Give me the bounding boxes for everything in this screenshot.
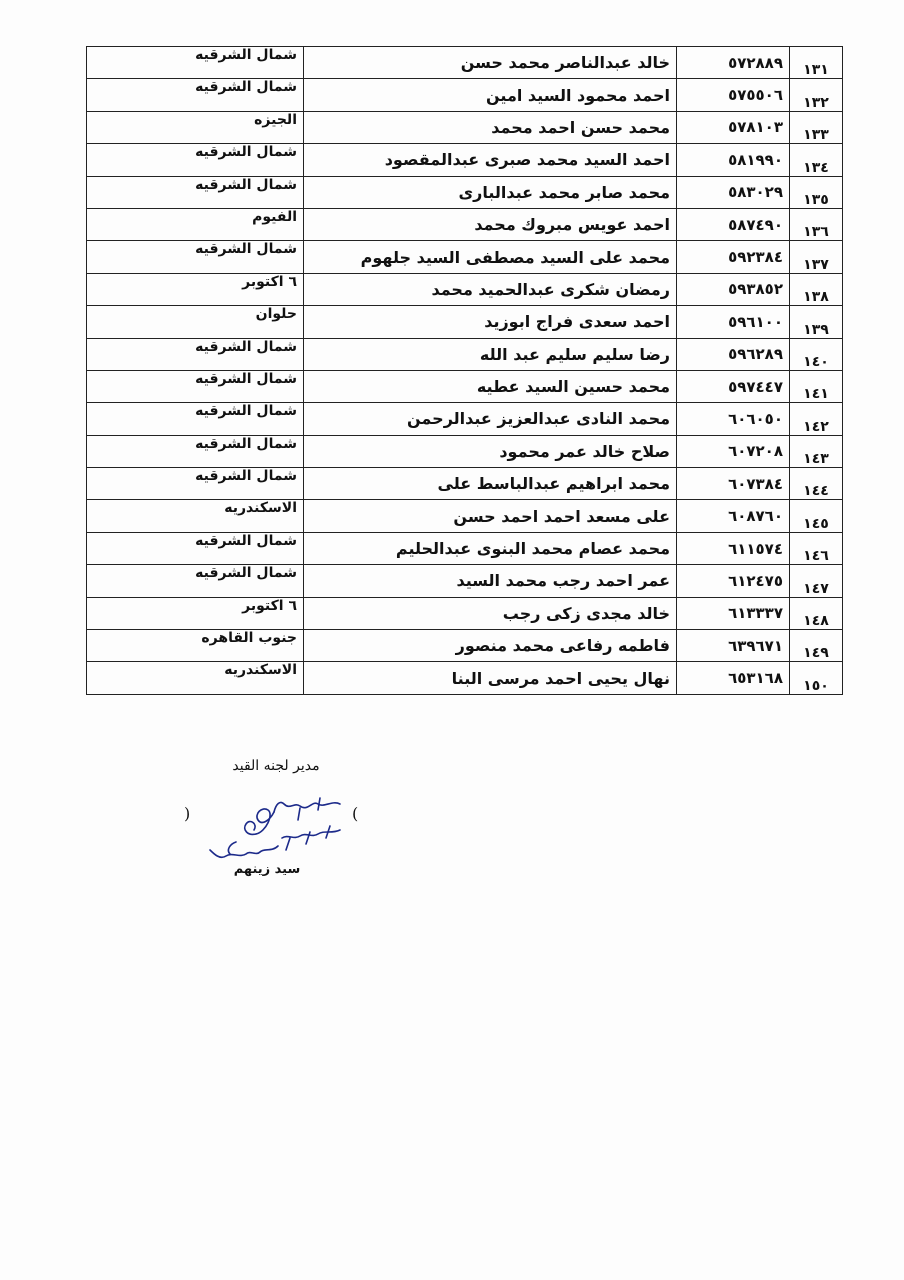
- registration-code: ٦٠٧٣٨٤: [677, 468, 790, 500]
- row-number: ١٤١: [790, 370, 843, 402]
- registration-code: ٥٧٢٨٨٩: [677, 47, 790, 79]
- row-number: ١٤٤: [790, 468, 843, 500]
- table-row: [87, 532, 843, 564]
- governorate: شمال الشرقيه: [87, 47, 304, 79]
- registration-code: ٥٩٢٣٨٤: [677, 241, 790, 273]
- member-name: محمد عصام محمد البنوى عبدالحليم: [304, 532, 677, 564]
- table-row: [87, 435, 843, 467]
- member-name: رضا سليم سليم عبد الله: [304, 338, 677, 370]
- registration-code: ٦٠٨٧٦٠: [677, 500, 790, 532]
- registration-code: ٥٩٣٨٥٢: [677, 273, 790, 305]
- governorate: الجيزه: [87, 111, 304, 143]
- governorate: شمال الشرقيه: [87, 176, 304, 208]
- signature-title: مدير لجنه القيد: [232, 758, 320, 774]
- table-row: [87, 370, 843, 402]
- registration-code: ٦١١٥٧٤: [677, 532, 790, 564]
- row-number: ١٤٥: [790, 500, 843, 532]
- member-name: محمد على السيد مصطفى السيد جلهوم: [304, 241, 677, 273]
- member-name: صلاح خالد عمر محمود: [304, 435, 677, 467]
- table-row: [87, 565, 843, 597]
- member-name: احمد محمود السيد امين: [304, 79, 677, 111]
- row-number: ١٤٠: [790, 338, 843, 370]
- member-name: على مسعد احمد احمد حسن: [304, 500, 677, 532]
- row-number: ١٤٩: [790, 630, 843, 662]
- registration-code: ٥٨٧٤٩٠: [677, 208, 790, 240]
- table-row: [87, 500, 843, 532]
- row-number: ١٣٣: [790, 111, 843, 143]
- table-row: [87, 597, 843, 629]
- row-number: ١٤٨: [790, 597, 843, 629]
- governorate: شمال الشرقيه: [87, 144, 304, 176]
- member-name: محمد حسن احمد محمد: [304, 111, 677, 143]
- governorate: شمال الشرقيه: [87, 435, 304, 467]
- registration-code: ٥٧٨١٠٣: [677, 111, 790, 143]
- governorate: شمال الشرقيه: [87, 338, 304, 370]
- governorate: ٦ اكتوبر: [87, 273, 304, 305]
- row-number: ١٤٦: [790, 532, 843, 564]
- member-name: خالد مجدى زكى رجب: [304, 597, 677, 629]
- table-row: [87, 79, 843, 111]
- roster-body: [87, 47, 843, 695]
- governorate: الاسكندريه: [87, 500, 304, 532]
- handwritten-signature: [200, 790, 370, 870]
- row-number: ١٤٧: [790, 565, 843, 597]
- governorate: الفيوم: [87, 208, 304, 240]
- row-number: ١٣٤: [790, 144, 843, 176]
- row-number: ١٣٥: [790, 176, 843, 208]
- governorate: شمال الشرقيه: [87, 241, 304, 273]
- member-name: احمد السيد محمد صبرى عبدالمقصود: [304, 144, 677, 176]
- registration-code: ٦٠٦٠٥٠: [677, 403, 790, 435]
- row-number: ١٤٣: [790, 435, 843, 467]
- member-name: احمد سعدى فراج ابوزيد: [304, 306, 677, 338]
- signature-paren-close: ): [184, 804, 191, 823]
- table-row: [87, 338, 843, 370]
- row-number: ١٣٨: [790, 273, 843, 305]
- governorate: شمال الشرقيه: [87, 370, 304, 402]
- registration-code: ٥٩٧٤٤٧: [677, 370, 790, 402]
- row-number: ١٣٧: [790, 241, 843, 273]
- table-row: [87, 662, 843, 694]
- roster-table: [86, 46, 843, 695]
- member-name: فاطمه رفاعى محمد منصور: [304, 630, 677, 662]
- row-number: ١٤٢: [790, 403, 843, 435]
- table-row: [87, 468, 843, 500]
- table-row: [87, 176, 843, 208]
- table-row: [87, 144, 843, 176]
- member-name: محمد حسين السيد عطيه: [304, 370, 677, 402]
- row-number: ١٣٩: [790, 306, 843, 338]
- table-row: [87, 208, 843, 240]
- row-number: ١٣١: [790, 47, 843, 79]
- signature-paren-open: (: [352, 804, 359, 823]
- member-name: محمد ابراهيم عبدالباسط على: [304, 468, 677, 500]
- registration-code: ٦١٢٤٧٥: [677, 565, 790, 597]
- member-name: محمد صابر محمد عبدالبارى: [304, 176, 677, 208]
- governorate: شمال الشرقيه: [87, 403, 304, 435]
- governorate: شمال الشرقيه: [87, 79, 304, 111]
- table-row: [87, 630, 843, 662]
- registration-code: ٥٩٦١٠٠: [677, 306, 790, 338]
- governorate: شمال الشرقيه: [87, 565, 304, 597]
- table-row: [87, 111, 843, 143]
- registration-code: ٥٨١٩٩٠: [677, 144, 790, 176]
- registration-code: ٥٨٣٠٢٩: [677, 176, 790, 208]
- table-row: [87, 47, 843, 79]
- member-name: خالد عبدالناصر محمد حسن: [304, 47, 677, 79]
- registration-code: ٥٩٦٢٨٩: [677, 338, 790, 370]
- governorate: شمال الشرقيه: [87, 468, 304, 500]
- row-number: ١٣٦: [790, 208, 843, 240]
- table-row: [87, 403, 843, 435]
- registration-code: ٦٥٣١٦٨: [677, 662, 790, 694]
- governorate: شمال الشرقيه: [87, 532, 304, 564]
- governorate: الاسكندريه: [87, 662, 304, 694]
- member-name: رمضان شكرى عبدالحميد محمد: [304, 273, 677, 305]
- table-row: [87, 241, 843, 273]
- registration-code: ٥٧٥٥٠٦: [677, 79, 790, 111]
- member-name: نهال يحيى احمد مرسى البنا: [304, 662, 677, 694]
- governorate: ٦ اكتوبر: [87, 597, 304, 629]
- table-row: [87, 306, 843, 338]
- governorate: جنوب القاهره: [87, 630, 304, 662]
- registration-code: ٦١٣٣٣٧: [677, 597, 790, 629]
- member-name: محمد النادى عبدالعزيز عبدالرحمن: [304, 403, 677, 435]
- governorate: حلوان: [87, 306, 304, 338]
- row-number: ١٥٠: [790, 662, 843, 694]
- member-name: عمر احمد رجب محمد السيد: [304, 565, 677, 597]
- row-number: ١٣٢: [790, 79, 843, 111]
- registration-code: ٦٠٧٢٠٨: [677, 435, 790, 467]
- member-name: احمد عويس مبروك محمد: [304, 208, 677, 240]
- registration-code: ٦٣٩٦٧١: [677, 630, 790, 662]
- table-row: [87, 273, 843, 305]
- signature-name: سيد زينهم: [233, 862, 301, 877]
